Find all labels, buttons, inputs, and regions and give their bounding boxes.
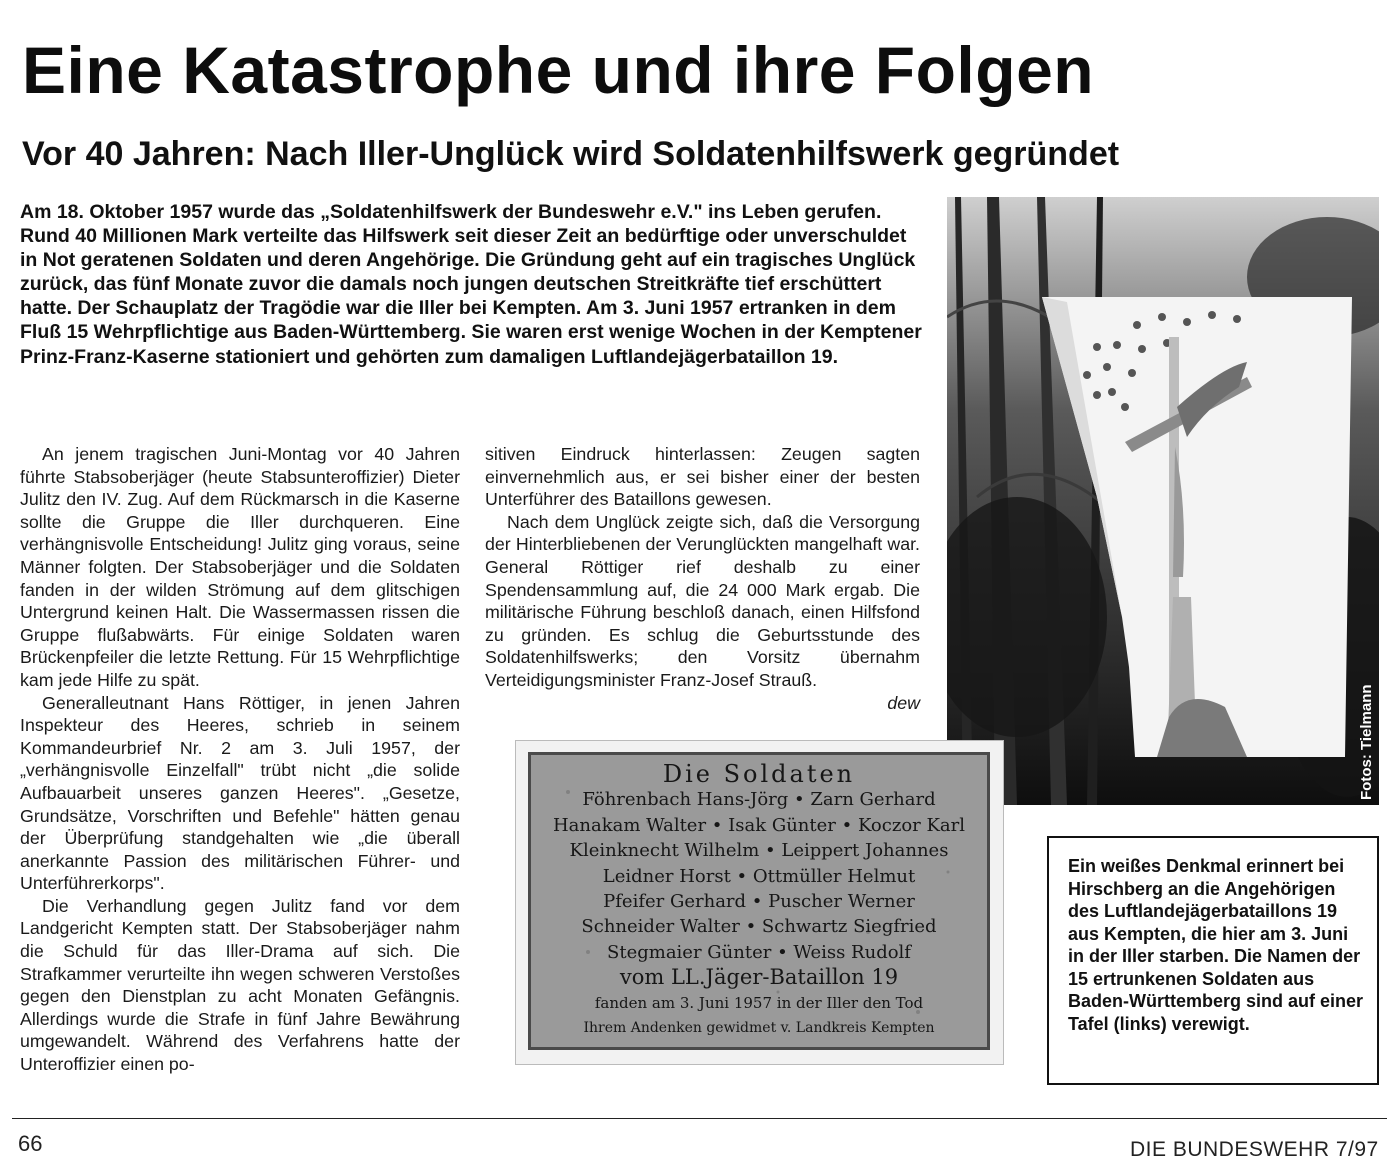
plaque-line: Föhrenbach Hans-Jörg • Zarn Gerhard — [582, 789, 936, 811]
body-paragraph: Die Verhandlung gegen Julitz fand vor dem Landgericht Kempten statt. Der Stabsoberjäger nahm die Schuld für das Iller-Drama auf sich. Die Strafkammer verurteilte ihn wegen schweren Verstoßes gegen den Dienstplan zu acht Monaten Gefängnis. Allerdings wurde die Strafe in fünf Jahre Bewährung umgewandelt. Während des Verfahrens hatte der Unteroffizier einen po- — [20, 895, 460, 1075]
body-column-2 — [485, 443, 920, 714]
plaque-line: vom LL.Jäger-Bataillon 19 — [619, 965, 899, 990]
publication-name: DIE BUNDESWEHR 7/97 — [1130, 1138, 1379, 1161]
subheadline: Vor 40 Jahren: Nach Iller-Unglück wird Soldatenhilfswerk gegründet — [22, 135, 1120, 173]
plaque-line: Kleinknecht Wilhelm • Leippert Johannes — [569, 840, 949, 862]
plaque-inscription — [538, 762, 980, 1041]
body-paragraph: An jenem tragischen Juni-Montag vor 40 Jahren führte Stabsoberjäger (heute Stabsunteroffizier) Dieter Julitz den IV. Zug. Auf dem Rückmarsch in die Kaserne sollte die Gruppe die Iller durchqueren. Eine verhängnisvolle Entscheidung! Julitz ging voraus, seine Männer folgten. Der Stabsoberjäger und die Soldaten fanden in der wilden Strömung auf dem glitschigen Untergrund keinen Halt. Die Wassermassen rissen die Gruppe flußabwärts. Für einige Soldaten waren Brückenpfeiler die letzte Rettung. Für 15 Wehrpflichtige kam jede Hilfe zu spät. — [20, 444, 460, 690]
plaque-line: Pfeifer Gerhard • Puscher Werner — [603, 891, 915, 913]
photo-credit: Fotos: Tielmann — [1358, 684, 1375, 800]
footer-rule — [12, 1118, 1387, 1119]
page-number: 66 — [18, 1131, 43, 1156]
plaque-line: Schneider Walter • Schwartz Siegfried — [581, 916, 937, 938]
lead-paragraph: Am 18. Oktober 1957 wurde das „Soldatenhilfswerk der Bundeswehr e.V." ins Leben gerufen. Rund 40 Millionen Mark verteilte das Hilfswerk seit dieser Zeit an bedürftige oder unverschuldet in Not geratenen Soldaten und deren Angehörige. Die Gründung geht auf ein tragisches Unglück zurück, das fünf Monate zuvor die damals noch jungen deutschen Streitkräfte tief erschüttert hatte. Der Schauplatz der Tragödie war die Iller bei Kempten. Am 3. Juni 1957 ertranken in dem Fluß 15 Wehrpflichtige aus Baden-Württemberg. Sie waren erst wenige Wochen in der Kemptener Prinz-Franz-Kaserne stationiert und gehörten zum damaligen Luftlandejägerbataillon 19. — [20, 201, 922, 368]
body-paragraph: Nach dem Unglück zeigte sich, daß die Versorgung der Hinterbliebenen der Verunglückten mangelhaft war. General Röttiger rief deshalb zu einer Spendensammlung auf, die 24 000 Mark ergab. Die militärische Führung beschloß danach, einen Hilfsfond zu gründen. Es schlug die Geburtsstunde des Soldatenhilfswerks; den Vorsitz übernahm Verteidigungsminister Franz-Josef Strauß. — [485, 511, 920, 690]
author-signature: dew — [887, 692, 920, 713]
memorial-photo — [947, 197, 1379, 805]
plaque-line: Leidner Horst • Ottmüller Helmut — [602, 865, 916, 887]
plaque-line: fanden am 3. Juni 1957 in der Iller den Tod — [594, 993, 924, 1012]
body-paragraph: sitiven Eindruck hinterlassen: Zeugen sagten einvernehmlich aus, er sei bisher einer der besten Unterführer des Bataillons gewesen. — [485, 444, 920, 510]
headline: Eine Katastrophe und ihre Folgen — [22, 33, 1095, 107]
body-column-1 — [20, 443, 460, 1076]
photo-caption: Ein weißes Denkmal erinnert bei Hirschberg an die Angehörigen des Luftlandejägerbataillons 19 aus Kempten, die hier am 3. Juni in der Iller starben. Die Namen der 15 ertrunkenen Soldaten aus Baden-Württemberg sind auf einer Tafel (links) verewigt. — [1068, 856, 1364, 1034]
plaque-line: Ihrem Andenken gewidmet v. Landkreis Kempten — [583, 1020, 935, 1037]
plaque-line: Hanakam Walter • Isak Günter • Koczor Karl — [552, 814, 966, 836]
plaque-title: Die Soldaten — [662, 760, 856, 788]
body-paragraph: Generalleutnant Hans Röttiger, in jenen Jahren Inspekteur des Heeres, schrieb in seinem Kommandeurbrief Nr. 2 am 3. Juli 1957, der „verhängnisvolle Einzelfall" trübt nicht „die solide Aufbauarbeit unseres ganzen Heeres". „Gesetze, Grundsätze, Vorschriften und Befehle" hätten genau der Überprüfung standgehalten wie „die überall anerkannte Passion des militärischen Führer- und Unterführerkorps". — [20, 692, 460, 894]
plaque-line: Stegmaier Günter • Weiss Rudolf — [607, 941, 911, 963]
memorial-photo-image — [947, 197, 1379, 805]
